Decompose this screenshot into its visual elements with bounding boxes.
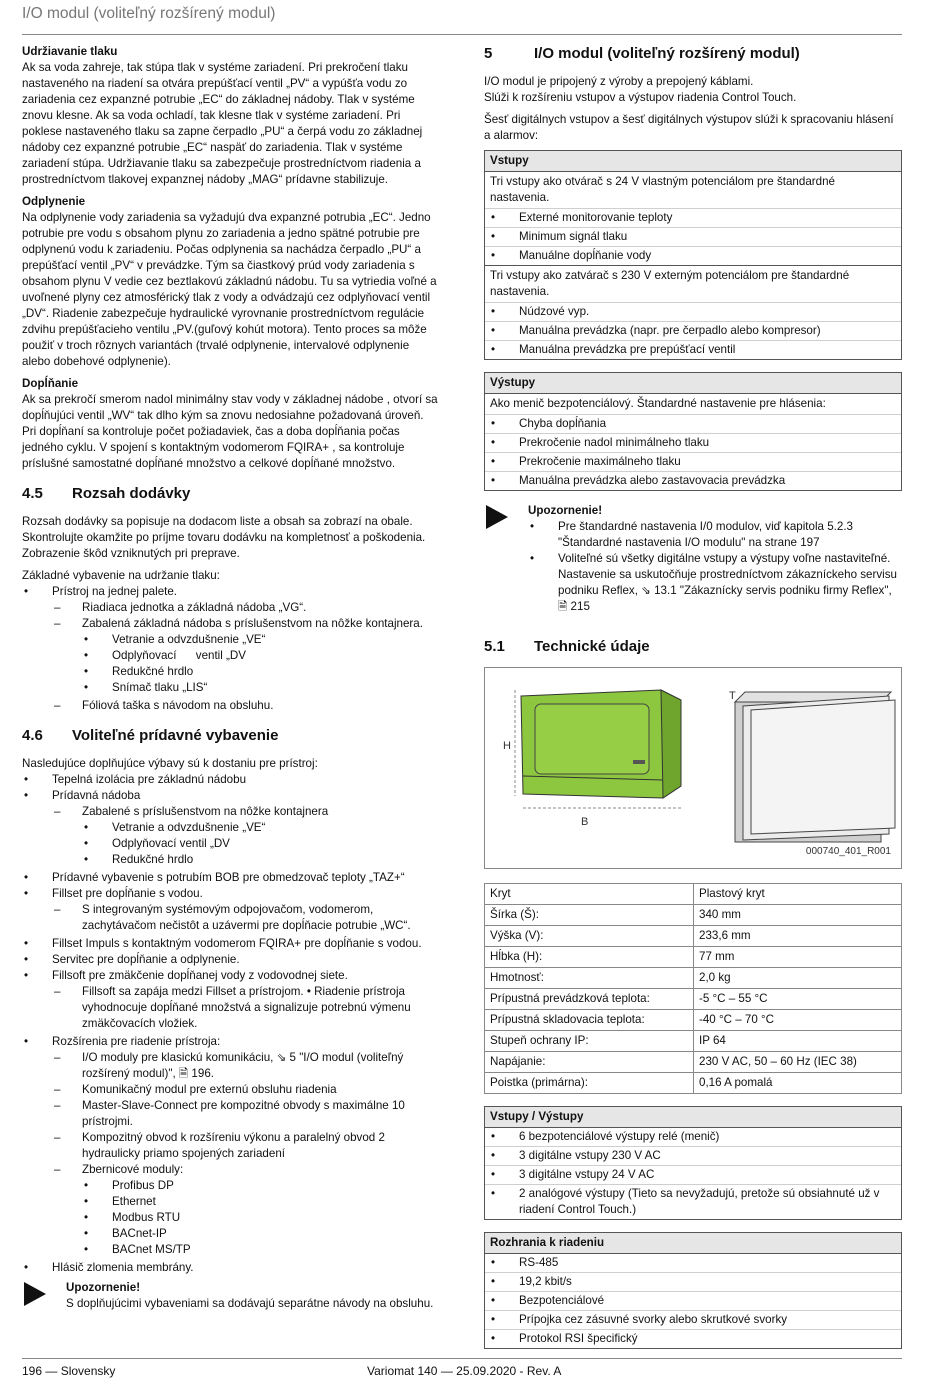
list-item: • Tepelná izolácia pre základnú nádobu: [22, 772, 440, 788]
section-title: Rozsah dodávky: [72, 485, 191, 502]
list-item: • Fillset pre dopĺňanie s vodou. – S integrovaným systémovým odpojovačom, vodomerom, zachytávačom nečistôt a uzávermi pre dopĺňacie potrubie „WC“.: [22, 886, 440, 934]
table-row: [485, 989, 902, 1010]
spec-value: -40 °C – 70 °C: [694, 1010, 902, 1031]
pressure-text: Ak sa voda zahreje, tak stúpa tlak v systéme zariadení. Pri prekročení tlaku nastaveného na riadení sa otvára prepúšťací ventil „PV“ a vypúšťa vodu zo zariadenia cez expanzné potrubie „EC“ do základnej nádoby. Tlak v systéme znovu klesne. Ak sa voda ochladí, tak klesne tlak v systéme zariadení. Pri poklese nastaveného tlaku sa zapne čerpadlo „PU“ a čerpá vodu zo základnej nádoby cez expanzné potrubie „EC“ naspäť do zariadenia. Tlak v systéme zariadení stúpa. Udržiavanie tlaku sa zabezpečuje prostredníctvom riadenia a prostredníctvom tlakovej expanznej nádoby „MAG“ prídavne stabilizuje.: [22, 61, 423, 186]
spec-value: 2,0 kg: [694, 968, 902, 989]
section-title: Voliteľné prídavné vybavenie: [72, 727, 279, 744]
spec-value: 77 mm: [694, 947, 902, 968]
dimension-t-label: T: [729, 690, 736, 702]
list-item: • Snímač tlaku „LIS“: [82, 680, 440, 696]
list-item: • Profibus DP: [82, 1178, 440, 1194]
list-item: – Fóliová taška s návodom na obsluhu.: [52, 698, 440, 714]
section-number: 4.5: [22, 485, 43, 502]
interface-box: [484, 1232, 902, 1349]
table-row: [485, 884, 902, 905]
section-4-5-heading: [22, 486, 440, 502]
section-4-6-heading: [22, 728, 440, 744]
spec-value: 233,6 mm: [694, 926, 902, 947]
list-item: • Rozšírenia pre riadenie prístroja: – I/O moduly pre klasickú komunikáciu, ⇘ 5 "I/O modul (voliteľný rozšírený modul)", 🗎 196. – Komunikačný modul pre externú obsluhu riadenia – Master-Slave-Connect pre kompozitné obvody s maximálne 10 prístrojmi. – Kompozitný obvod k rozšíreniu výkonu a paralelný obvod 2 hydraulicky priamo spojených zariadení – Zbernicové moduly: • Profibus DP • Ethernet • Modbus RTU • BACnet-IP • BACnet MS/TP: [22, 1034, 440, 1258]
spec-label: Hmotnosť:: [485, 968, 694, 989]
list-item: • Manuálna prevádzka (napr. pre čerpadlo alebo kompresor): [485, 321, 901, 340]
scope-list: [22, 584, 440, 714]
spec-table: [484, 883, 902, 1094]
spec-label: Stupeň ochrany IP:: [485, 1031, 694, 1052]
options-list: [22, 772, 440, 1276]
figure-id: 000740_401_R001: [805, 846, 891, 857]
list-item: • Prekročenie nadol minimálneho tlaku: [485, 433, 901, 452]
spec-label: Výška (V):: [485, 926, 694, 947]
section-title: I/O modul (voliteľný rozšírený modul): [534, 45, 800, 62]
box-text: Tri vstupy ako zatvárač s 230 V externým potenciálom pre štandardné nastavenia.: [485, 265, 901, 302]
refill-title: Dopĺňanie: [22, 377, 79, 390]
list-item: • Prípojka cez zásuvné svorky alebo skrutkové svorky: [485, 1310, 901, 1329]
page-footer: [22, 1358, 902, 1381]
list-item: • Núdzové vyp.: [485, 302, 901, 321]
list-item: • Minimum signál tlaku: [485, 227, 901, 246]
dimension-b-label: B: [581, 816, 589, 828]
list-item: • Prístroj na jednej palete. – Riadiaca jednotka a základná nádoba „VG“. – Zabalená základná nádoba s príslušenstvom na nôžke kontajnera. • Vetranie a odvzdušnenie „VE“ • Odplyňovací ventil „DV • Redukčné hrdlo • Snímač tlaku „LIS“ – Fóliová taška s návodom na obsluhu.: [22, 584, 440, 714]
table-row: [485, 968, 902, 989]
table-row: [485, 1010, 902, 1031]
note-text: S doplňujúcimi vybaveniami sa dodávajú separátne návody na obsluhu.: [66, 1297, 434, 1310]
section-5-1-heading: [484, 639, 902, 655]
list-item: • RS-485: [485, 1254, 901, 1272]
spec-label: Kryt: [485, 884, 694, 905]
note-title: Upozornenie!: [66, 1281, 141, 1294]
table-row: [485, 947, 902, 968]
section-title: Technické údaje: [534, 638, 650, 655]
list-item: • Odplyňovací ventil „DV: [82, 648, 440, 664]
header-title: I/O modul (voliteľný rozšírený modul): [22, 5, 276, 22]
pressure-title: Udržiavanie tlaku: [22, 45, 118, 58]
outputs-box: [484, 372, 902, 491]
section-number: 5: [484, 45, 493, 62]
scope-text: Rozsah dodávky sa popisuje na dodacom liste a obsah sa zobrazí na obale. Skontrolujte okamžite po príjme tovaru dodávku na kompletnosť a poškodenia. Zobrazenie škôd vzniknutých pri preprave.: [22, 515, 426, 560]
list-item: – Kompozitný obvod k rozšíreniu výkonu a paralelný obvod 2 hydraulicky priamo spojených zariadení: [52, 1130, 440, 1162]
list-item: • Externé monitorovanie teploty: [485, 208, 901, 227]
spec-value: 340 mm: [694, 905, 902, 926]
device-figure: [484, 667, 902, 869]
spec-value: 0,16 A pomalá: [694, 1073, 902, 1094]
options-intro: Nasledujúce doplňujúce výbavy sú k dostaniu pre prístroj:: [22, 757, 318, 770]
list-item: • Modbus RTU: [82, 1210, 440, 1226]
spec-label: Prípustná skladovacia teplota:: [485, 1010, 694, 1031]
intro-text: I/O modul je pripojený z výroby a prepojený káblami.: [484, 75, 754, 88]
section-5-heading: [484, 46, 902, 62]
spec-value: -5 °C – 55 °C: [694, 989, 902, 1010]
spec-label: Šírka (Š):: [485, 905, 694, 926]
list-item: • Voliteľné sú všetky digitálne vstupy a výstupy voľne nastaviteľné. Nastavenie sa uskutočňuje prostredníctvom zákazníckeho servisu podniku Reflex, ⇘ 13.1 "Zákaznícky servis podniku firmy Reflex", 🗎 215: [528, 551, 902, 615]
list-item: • Fillset Impuls s kontaktným vodomerom FQIRA+ pre dopĺňanie s vodou.: [22, 936, 440, 952]
list-item: • 3 digitálne vstupy 230 V AC: [485, 1146, 901, 1165]
right-column: [484, 44, 902, 1361]
spec-label: Hĺbka (H):: [485, 947, 694, 968]
spec-value: Plastový kryt: [694, 884, 902, 905]
table-row: [485, 1052, 902, 1073]
spec-value: IP 64: [694, 1031, 902, 1052]
box-text: Ako menič bezpotenciálový. Štandardné nastavenie pre hlásenia:: [490, 397, 826, 410]
list-item: • Chyba dopĺňania: [485, 414, 901, 433]
list-item: – Zbernicové moduly: • Profibus DP • Ethernet • Modbus RTU • BACnet-IP • BACnet MS/TP: [52, 1162, 440, 1258]
list-item: • Prekročenie maximálneho tlaku: [485, 452, 901, 471]
note-right: [484, 503, 902, 617]
degas-title: Odplynenie: [22, 195, 86, 208]
note-left: [22, 1280, 440, 1312]
box-text: Tri vstupy ako otvárač s 24 V vlastným potenciálom pre štandardné nastavenia.: [490, 175, 835, 204]
box-heading: Vstupy: [485, 151, 901, 172]
list-item: – Zabalená základná nádoba s príslušenstvom na nôžke kontajnera. • Vetranie a odvzdušnenie „VE“ • Odplyňovací ventil „DV • Redukčné hrdlo • Snímač tlaku „LIS“: [52, 616, 440, 696]
box-heading: Rozhrania k riadeniu: [485, 1233, 901, 1254]
list-item: – Fillsoft sa zapája medzi Fillset a prístrojom. • Riadenie prístroja vyhodnocuje dopĺňané množstvá a signalizuje potrebnú výmenu zmäkčovacích vložiek.: [52, 984, 440, 1032]
list-item: • Manuálna prevádzka pre prepúšťací ventil: [485, 340, 901, 359]
list-item: • Bezpotenciálové: [485, 1291, 901, 1310]
section-number: 5.1: [484, 638, 505, 655]
list-item: • Fillsoft pre zmäkčenie dopĺňanej vody z vodovodnej siete. – Fillsoft sa zapája medzi Fillset a prístrojom. • Riadenie prístroja vyhodnocuje dopĺňané množstvá a signalizuje potrebnú výmenu zmäkčovacích vložiek.: [22, 968, 440, 1032]
footer-page: 196 — Slovensky: [22, 1364, 116, 1378]
intro-text: Slúži k rozšíreniu vstupov a výstupov riadenia Control Touch.: [484, 91, 797, 104]
table-row: [485, 1073, 902, 1094]
spec-label: Prípustná prevádzková teplota:: [485, 989, 694, 1010]
intro-text: Šesť digitálnych vstupov a šesť digitálnych výstupov slúži k spracovaniu hlásení a alarmov:: [484, 113, 894, 142]
list-item: • Manuálna prevádzka alebo zastavovacia prevádzka: [485, 471, 901, 490]
box-heading: Vstupy / Výstupy: [485, 1107, 901, 1128]
list-item: – I/O moduly pre klasickú komunikáciu, ⇘ 5 "I/O modul (voliteľný rozšírený modul)", 🗎 196.: [52, 1050, 440, 1082]
io-module-illustration: [485, 668, 901, 868]
list-item: • 6 bezpotenciálové výstupy relé (menič): [485, 1128, 901, 1146]
spec-label: Poistka (primárna):: [485, 1073, 694, 1094]
box-heading: Výstupy: [485, 373, 901, 394]
list-item: • Manuálne dopĺňanie vody: [485, 246, 901, 265]
note-title: Upozornenie!: [528, 504, 603, 517]
list-item: • Vetranie a odvzdušnenie „VE“: [82, 632, 440, 648]
degas-text: Na odplynenie vody zariadenia sa vyžadujú dva expanzné potrubia „EC“. Jedno potrubie pre vodu s obsahom plynu zo zariadenia a jedno spätné potrubie pre odplynenú vodu k zariadeniu. Počas odplynenia sa nachádza čerpadlo „PU“ a prepúšťací ventil „PV“ v prevádzke. Tým sa čiastkový prúd vody zariadenia s obsahom plynu V vedie cez beztlakovú základnú nádobu. Tu sa vytriedia voľné a uvoľnené plyny cez atmosférický tlak z vody a odvádzajú cez odplyňovací ventil „DV“. Riadenie zabezpečuje hydraulické vyrovnanie prostredníctvom regulácie zdvihu prepúšťacieho ventilu „PV.(guľový kohút motora). Tento proces sa môže použiť v troch rôznych variantách (trvalé odplynenie, intervalové odplynenie alebo dobehové odplynenie).: [22, 211, 437, 368]
scope-basic: Základné vybavenie na udržanie tlaku:: [22, 569, 220, 582]
list-item: – Zabalené s príslušenstvom na nôžke kontajnera • Vetranie a odvzdušnenie „VE“ • Odplyňovací ventil „DV • Redukčné hrdlo: [52, 804, 440, 868]
dimension-h-label: H: [503, 740, 511, 752]
list-item: – Riadiaca jednotka a základná nádoba „VG“.: [52, 600, 440, 616]
page-header: [22, 4, 902, 35]
section-number: 4.6: [22, 727, 43, 744]
table-row: [485, 1031, 902, 1052]
list-item: • Vetranie a odvzdušnenie „VE“: [82, 820, 440, 836]
list-item: • Ethernet: [82, 1194, 440, 1210]
list-item: • Protokol RSI špecifický: [485, 1329, 901, 1348]
list-item: – S integrovaným systémovým odpojovačom, vodomerom, zachytávačom nečistôt a uzávermi pre dopĺňacie potrubie „WC“.: [52, 902, 440, 934]
list-item: • Redukčné hrdlo: [82, 664, 440, 680]
list-item: • Hlásič zlomenia membrány.: [22, 1260, 440, 1276]
list-item: • BACnet-IP: [82, 1226, 440, 1242]
io-box: [484, 1106, 902, 1220]
warning-triangle-icon: [24, 1282, 46, 1306]
list-item: • Redukčné hrdlo: [82, 852, 440, 868]
list-item: – Master-Slave-Connect pre kompozitné obvody s maximálne 10 prístrojmi.: [52, 1098, 440, 1130]
spec-label: Napájanie:: [485, 1052, 694, 1073]
inputs-box: [484, 150, 902, 360]
list-item: • Servitec pre dopĺňanie a odplynenie.: [22, 952, 440, 968]
list-item: • Prídavné vybavenie s potrubím BOB pre obmedzovač teploty „TAZ+“: [22, 870, 440, 886]
list-item: – Komunikačný modul pre externú obsluhu riadenia: [52, 1082, 440, 1098]
list-item: • 19,2 kbit/s: [485, 1272, 901, 1291]
list-item: • 2 analógové výstupy (Tieto sa nevyžadujú, pretože sú obsiahnuté už v riadení Control Touch.): [485, 1184, 901, 1219]
warning-triangle-icon: [486, 505, 508, 529]
footer-doc: Variomat 140 — 25.09.2020 - Rev. A: [367, 1364, 562, 1378]
table-row: [485, 926, 902, 947]
spec-value: 230 V AC, 50 – 60 Hz (IEC 38): [694, 1052, 902, 1073]
list-item: • Odplyňovací ventil „DV: [82, 836, 440, 852]
table-row: [485, 905, 902, 926]
list-item: • 3 digitálne vstupy 24 V AC: [485, 1165, 901, 1184]
left-column: [22, 44, 440, 1312]
refill-text: Ak sa prekročí smerom nadol minimálny stav vody v základnej nádobe , otvorí sa dopĺňujúci ventil „WV“ tak dlho kým sa znovu nedosiahne požadovaná úroveň. Pri dopĺňaní sa kontroluje počet požiadaviek, čas a doba dopĺňania počas jedného cyklu. V spojení s kontaktným vodomerom FQIRA+ , sa kontroluje príslušné samostatné dopĺňané množstvo a celkové dopĺňané množstvo.: [22, 393, 438, 470]
list-item: • Pre štandardné nastavenia I/0 modulov, viď kapitola 5.2.3 "Štandardné nastavenia I/O modulu" na strane 197: [528, 519, 902, 551]
list-item: • BACnet MS/TP: [82, 1242, 440, 1258]
list-item: • Prídavná nádoba – Zabalené s príslušenstvom na nôžke kontajnera • Vetranie a odvzdušnenie „VE“ • Odplyňovací ventil „DV • Redukčné hrdlo: [22, 788, 440, 868]
